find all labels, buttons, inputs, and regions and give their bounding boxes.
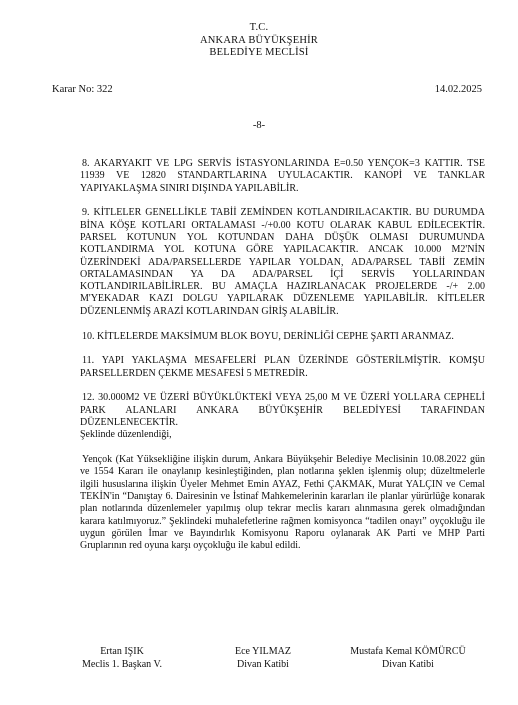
header-line-council: BELEDİYE MECLİSİ [209,47,309,58]
plan-note-8: 8. AKARYAKIT VE LPG SERVİS İSTASYONLARINDA E=0.50 YENÇOK=3 KATTIR. TSE 11939 VE 12820 STANDARTLARINA UYULACAKTIR. KANOPİ VE TANKLAR YAPIYAKLAŞMA SINIRI DIŞINDA YAPILABİLİR. [80,158,485,194]
decision-date: 14.02.2025 [434,84,482,95]
signature-clerk-1 [213,646,313,671]
signature-title: Divan Katibi [237,658,289,670]
document-body [80,158,485,565]
header-line-municipality: ANKARA BÜYÜKŞEHİR [199,34,319,46]
page-number: -8- [252,120,266,131]
plan-note-10: 10. KİTLELERDE MAKSİMUM BLOK BOYU, DERİNLİĞİ CEPHE ŞARTI ARANMAZ. [82,330,454,342]
decision-text: Yençok (Kat Yüksekliğine ilişkin durum, Ankara Büyükşehir Belediye Meclisinin 10.08.2022 gün ve 1554 Kararı ile onaylanıp kesinleştiğinden, plan notlarına şeklen işlenmiş olup; düzeltmelerle ilgili hususlarına ilişkin Üyeler Mehmet Emin AYAZ, Fethi ÇAKMAK, Murat YALÇIN ve Cemal TEKİN'in “Danıştay 6. Dairesinin ve İstinaf Mahkemelerinin kararları ile planlar yürürlüğe konarak plan notlarında düzenlemeler yapılmış olup tekrar meclis kararı alınmasına gerek olmadığından karara katılmıyoruz.” Şeklindeki muhalefetlerine rağmen komisyonca “tadilen onayı” oyçokluğu ile uygun görülen İmar ve Bayındırlık Komisyonu Raporu oylanarak AK Parti ve MHP Parti Gruplarının red oyuna karşı oyçokluğu ile kabul edildi. [80,454,485,552]
header-line-tc: T.C. [249,22,269,33]
signature-title: Divan Katibi [382,658,434,670]
signature-clerk-2 [338,646,478,671]
closing-line: Şeklinde düzenlendiği, [80,429,172,441]
signature-name: Ertan IŞIK [100,646,144,657]
plan-note-11: 11. YAPI YAKLAŞMA MESAFELERİ PLAN ÜZERİNDE GÖSTERİLMİŞTİR. KOMŞU PARSELLERDEN ÇEKME MESAFESİ 5 METREDİR. [80,355,485,379]
plan-note-9: 9. KİTLELER GENELLİKLE TABİİ ZEMİNDEN KOTLANDIRILACAKTIR. BU DURUMDA BİNA KÖŞE KOTLARI ORTALAMASI -/+0.00 KOTU OLARAK KABUL EDİLECEKTİR. PARSEL KOTUNUN YOL KOTUNDAN DAHA DÜŞÜK OLMASI DURUMUNDA KOTLANDIRMA YOL KOTUNA GÖRE YAPILACAKTIR. ANCAK 10.000 M2'NİN ÜZERİNDEKİ ADA/PARSELLERDE YAPILAR YOLDAN, ADA/PARSEL TABİİ ZEMİN ORTALAMASINDAN YA DA ADA/PARSEL İÇİ SERVİS YOLLARINDAN KOTLANDIRILABİLİRLER. BU AMAÇLA HAZIRLANACAK PROJELERDE -/+ 2.00 M'YEKADAR KAZI DOLGU YAPILARAK DÜZENLEME YAPILABİLİR. KİTLELER DÜZENLENMİŞ ARAZİ KOTLARINDAN GİRİŞ ALABİLİR. [80,207,485,317]
signature-name: Ece YILMAZ [235,646,291,657]
signature-chair [72,646,172,671]
signature-title: Meclis 1. Başkan V. [82,658,162,670]
decision-meta [52,84,482,95]
document-header [0,22,518,60]
signature-name: Mustafa Kemal KÖMÜRCÜ [350,646,466,657]
plan-note-12: 12. 30.000M2 VE ÜZERİ BÜYÜKLÜKTEKİ VEYA 25,00 M VE ÜZERİ YOLLARA CEPHELİ PARK ALANLARI ANKARA BÜYÜKŞEHİR BELEDİYESİ TARAFINDAN DÜZENLENECEKTİR. [80,392,485,429]
decision-number: Karar No: 322 [52,84,113,95]
